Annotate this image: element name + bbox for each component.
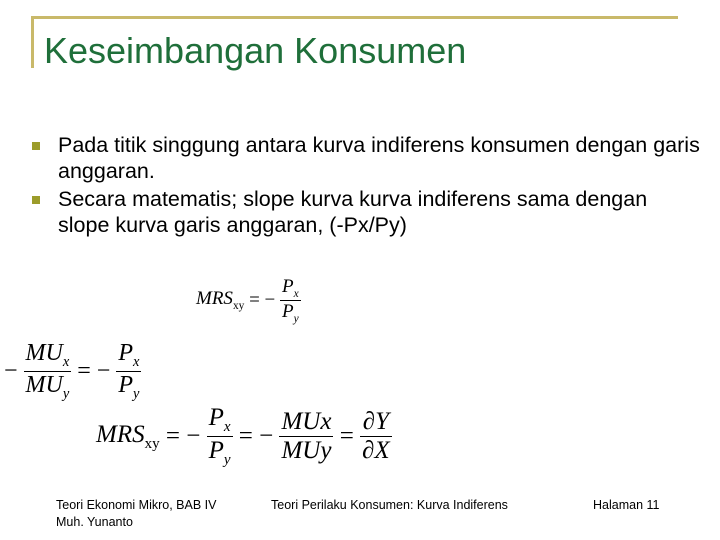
- bullet-item: [30, 132, 700, 184]
- footer-page-number: Halaman 11: [593, 498, 660, 512]
- title-frame-top: [31, 16, 678, 19]
- eq-operator: = −: [249, 289, 276, 311]
- eq-operator: = −: [165, 422, 201, 450]
- eq-operator: = −: [238, 422, 274, 450]
- square-bullet-icon: [32, 142, 40, 150]
- eq-operator: = −: [77, 357, 111, 384]
- equation-mrs-price-ratio: [196, 276, 301, 325]
- eq-term: $MRS_{xy}$: [96, 420, 160, 452]
- fraction: $\frac{P_x}{P_y}$: [208, 404, 231, 468]
- fraction: $\frac{P_x}{P_y}$: [282, 276, 299, 325]
- bullet-text: Pada titik singgung antara kurva indiferens konsumen dengan garis anggaran.: [58, 133, 700, 183]
- slide-title: Keseimbangan Konsumen: [44, 30, 467, 71]
- footer-author: Muh. Yunanto: [56, 515, 133, 529]
- square-bullet-icon: [32, 196, 40, 204]
- bullet-item: [30, 186, 700, 238]
- eq-operator: =: [339, 422, 354, 450]
- eq-term: $MRS_{xy}$: [196, 288, 245, 313]
- fraction: $\frac{\text{MUx}}{\text{MUy}}$: [281, 408, 332, 464]
- bullet-list: [30, 132, 700, 240]
- bullet-text: Secara matematis; slope kurva kurva indiferens sama dengan slope kurva garis anggaran, (-Px/Py): [58, 187, 648, 237]
- fraction: $\frac{P_x}{P_y}$: [118, 340, 140, 402]
- footer-left: [56, 497, 216, 531]
- footer-course: Teori Ekonomi Mikro, BAB IV: [56, 498, 217, 512]
- eq-operator: −: [4, 357, 18, 384]
- title-frame-left: [31, 16, 34, 68]
- fraction: $\frac{\partial Y}{\partial X}$: [362, 408, 390, 464]
- fraction: $\frac{MU_x}{MU_y}$: [25, 340, 70, 402]
- equation-full-equilibrium: [96, 404, 392, 469]
- equation-mu-price-ratio: [4, 340, 141, 403]
- footer-center: Teori Perilaku Konsumen: Kurva Indiferens: [271, 498, 508, 512]
